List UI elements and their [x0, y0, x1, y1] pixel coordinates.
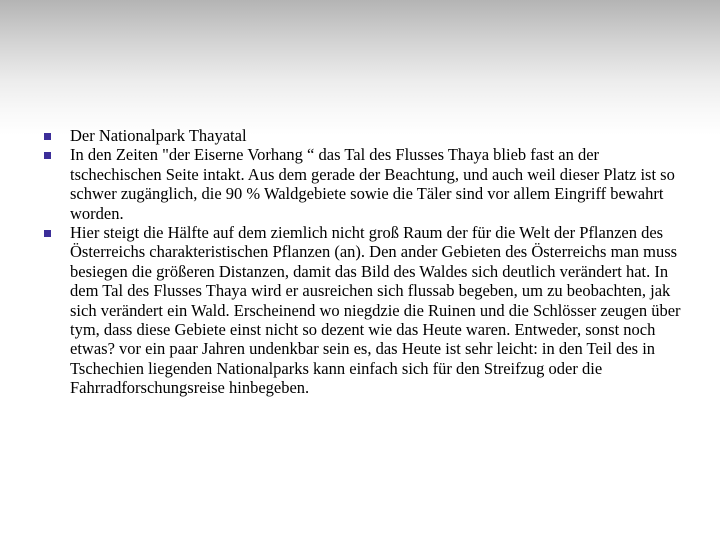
square-bullet-icon: [44, 152, 51, 159]
bullet-text: In den Zeiten "der Eiserne Vorhang “ das Tal des Flusses Thaya blieb fast an der tschechischen Seite intakt. Aus dem gerade der Beachtung, und auch weil dieser Platz ist so schwer zugänglich, die 90 % Waldgebiete sowie die Täler sind vor allem Eingriff bewahrt worden.: [70, 145, 675, 223]
bullet-text: Hier steigt die Hälfte auf dem ziemlich nicht groß Raum der für die Welt der Pflanzen des Österreichs charakteristischen Pflanzen (an). Den ander Gebieten des Österreichs man muss besiegen die größeren Distanzen, damit das Bild des Waldes sich deutlich verändert hat. In dem Tal des Flusses Thaya wird er ausreichen sich flussab begeben, um zu beobachten, jak sich verändert ein Wald. Erscheinend wo niegdzie die Ruinen und die Schlösser zeugen über tym, dass diese Gebiete einst nicht so dezent wie das Heute waren. Entweder, sonst noch etwas? vor ein paar Jahren undenkbar sein es, das Heute ist sehr leicht: in den Teil des in Tschechien liegenden Nationalparks kann einfach sich für den Streifzug oder die Fahrradforschungsreise hinbegeben.: [70, 223, 681, 398]
bullet-item-flora: [40, 223, 690, 398]
square-bullet-icon: [44, 133, 51, 140]
bullet-item-title: [40, 126, 690, 145]
bullet-list: [40, 126, 690, 398]
slide-content: [40, 126, 690, 398]
bullet-item-history: [40, 145, 690, 223]
bullet-text: Der Nationalpark Thayatal: [70, 126, 247, 145]
square-bullet-icon: [44, 230, 51, 237]
